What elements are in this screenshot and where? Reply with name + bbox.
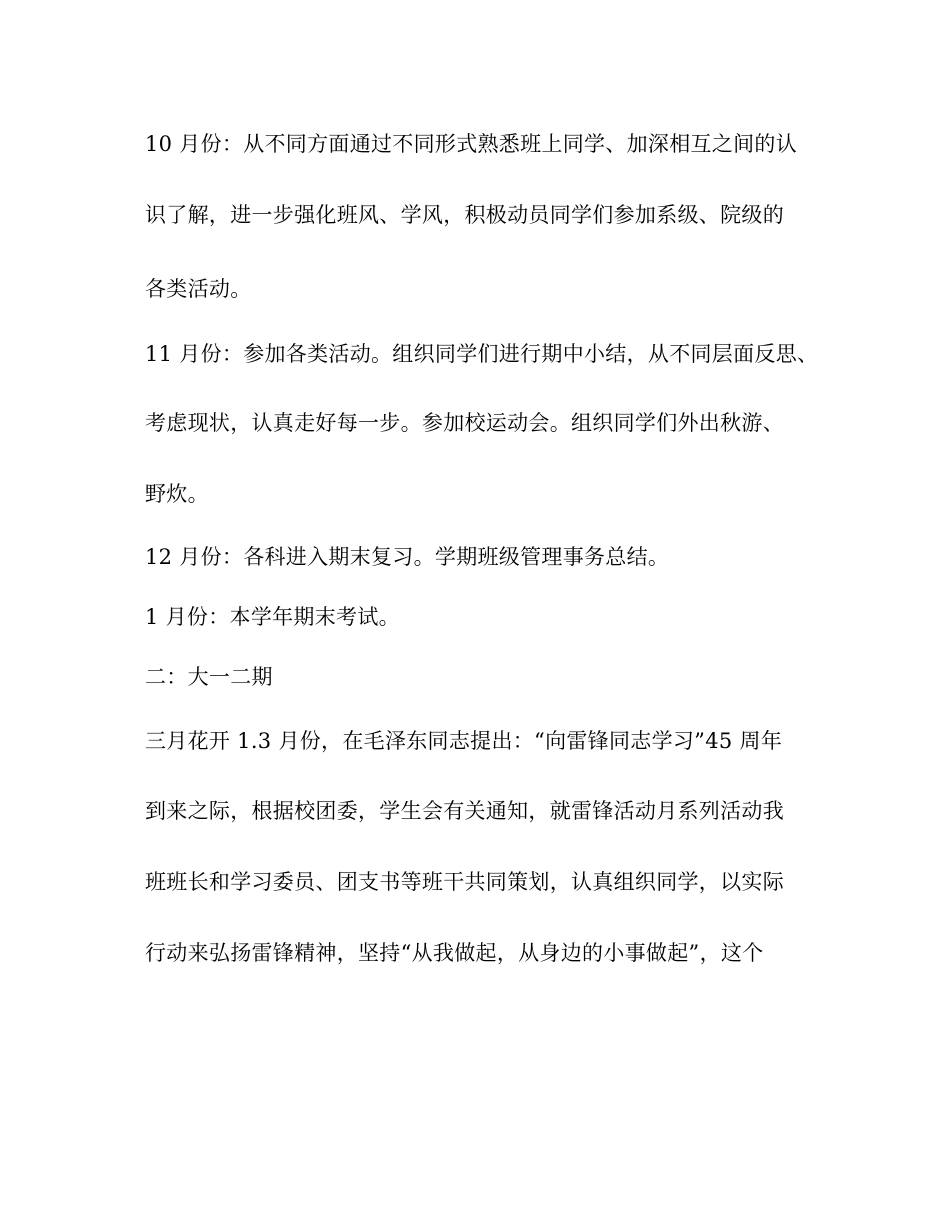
paragraph-january: 1 月份：本学年期末考试。 — [145, 605, 400, 629]
paragraph-march-line-3: 班班长和学习委员、团支书等班干共同策划，认真组织同学，以实际 — [145, 870, 784, 894]
paragraph-march-line-4: 行动来弘扬雷锋精神，坚持“从我做起，从身边的小事做起”，这个 — [145, 941, 764, 965]
paragraph-december: 12 月份：各科进入期末复习。学期班级管理事务总结。 — [145, 545, 670, 569]
paragraph-november-line-3: 野炊。 — [145, 482, 209, 506]
paragraph-october-line-2: 识了解，进一步强化班风、学风，积极动员同学们参加系级、院级的 — [145, 203, 784, 227]
paragraph-october-line-3: 各类活动。 — [145, 277, 252, 301]
paragraph-march-line-1: 三月花开 1.3 月份，在毛泽东同志提出：“向雷锋同志学习”45 周年 — [145, 729, 783, 753]
paragraph-november-line-2: 考虑现状，认真走好每一步。参加校运动会。组织同学们外出秋游、 — [145, 411, 784, 435]
paragraph-november-line-1: 11 月份：参加各类活动。组织同学们进行期中小结，从不同层面反思、 — [145, 342, 819, 366]
section-heading-second-term: 二：大一二期 — [145, 665, 273, 689]
paragraph-october-line-1: 10 月份：从不同方面通过不同形式熟悉班上同学、加深相互之间的认 — [145, 132, 797, 156]
paragraph-march-line-2: 到来之际，根据校团委，学生会有关通知，就雷锋活动月系列活动我 — [145, 799, 784, 823]
